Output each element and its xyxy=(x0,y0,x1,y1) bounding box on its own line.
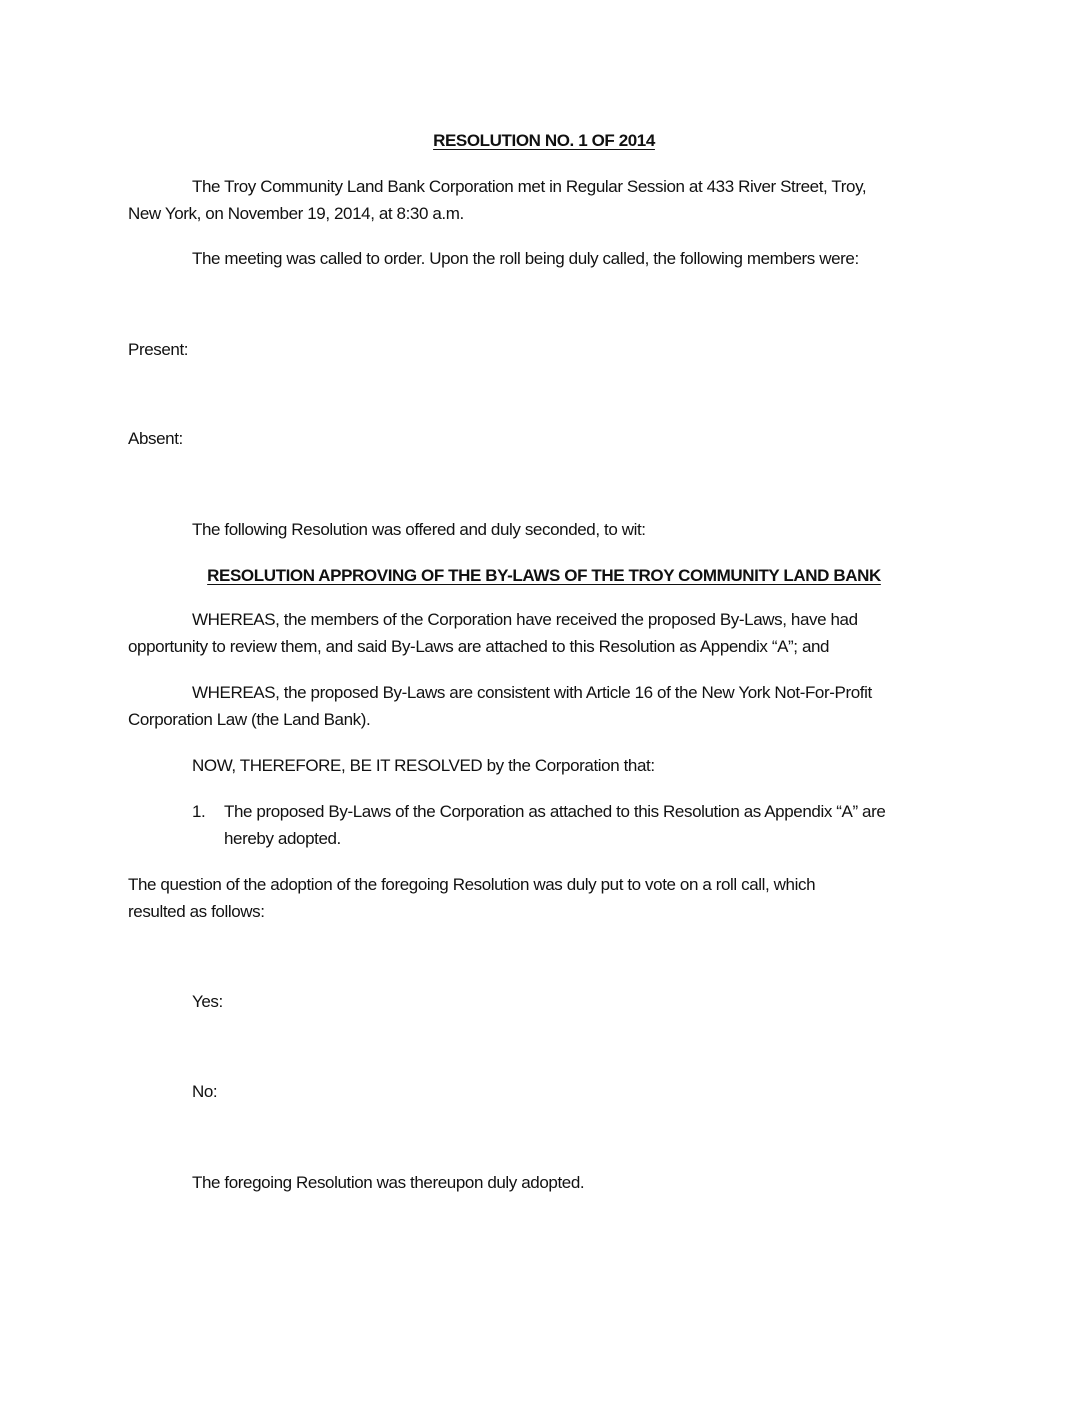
whereas-1-line-2: opportunity to review them, and said By-Laws are attached to this Resolution as Appendix “A”; and xyxy=(128,637,830,656)
vote-line-2: resulted as follows: xyxy=(128,902,265,921)
item-1-number: 1. xyxy=(192,802,206,821)
whereas-2-line-1: WHEREAS, the proposed By-Laws are consistent with Article 16 of the New York Not-For-Profit xyxy=(192,683,872,702)
offered-text: The following Resolution was offered and duly seconded, to wit: xyxy=(192,520,646,539)
adopted-text: The foregoing Resolution was thereupon duly adopted. xyxy=(192,1173,585,1192)
item-1-line-2: hereby adopted. xyxy=(224,829,341,848)
item-1-line-1: The proposed By-Laws of the Corporation as attached to this Resolution as Appendix “A” are xyxy=(224,802,886,821)
present-label: Present: xyxy=(128,340,189,359)
whereas-2-line-2: Corporation Law (the Land Bank). xyxy=(128,710,371,729)
whereas-1-line-1: WHEREAS, the members of the Corporation have received the proposed By-Laws, have had xyxy=(192,610,858,629)
intro-line-1: The Troy Community Land Bank Corporation met in Regular Session at 433 River Street, Troy, xyxy=(192,177,867,196)
document-title: RESOLUTION NO. 1 OF 2014 xyxy=(433,131,655,150)
resolved-text: NOW, THEREFORE, BE IT RESOLVED by the Corporation that: xyxy=(192,756,655,775)
yes-label: Yes: xyxy=(192,992,223,1011)
intro-line-2: New York, on November 19, 2014, at 8:30 a.m. xyxy=(128,204,464,223)
resolution-heading: RESOLUTION APPROVING OF THE BY-LAWS OF THE TROY COMMUNITY LAND BANK xyxy=(207,566,881,585)
absent-label: Absent: xyxy=(128,429,183,448)
no-label: No: xyxy=(192,1082,218,1101)
roll-call-text: The meeting was called to order. Upon the roll being duly called, the following members were: xyxy=(192,249,859,268)
vote-line-1: The question of the adoption of the foregoing Resolution was duly put to vote on a roll call, which xyxy=(128,875,816,894)
